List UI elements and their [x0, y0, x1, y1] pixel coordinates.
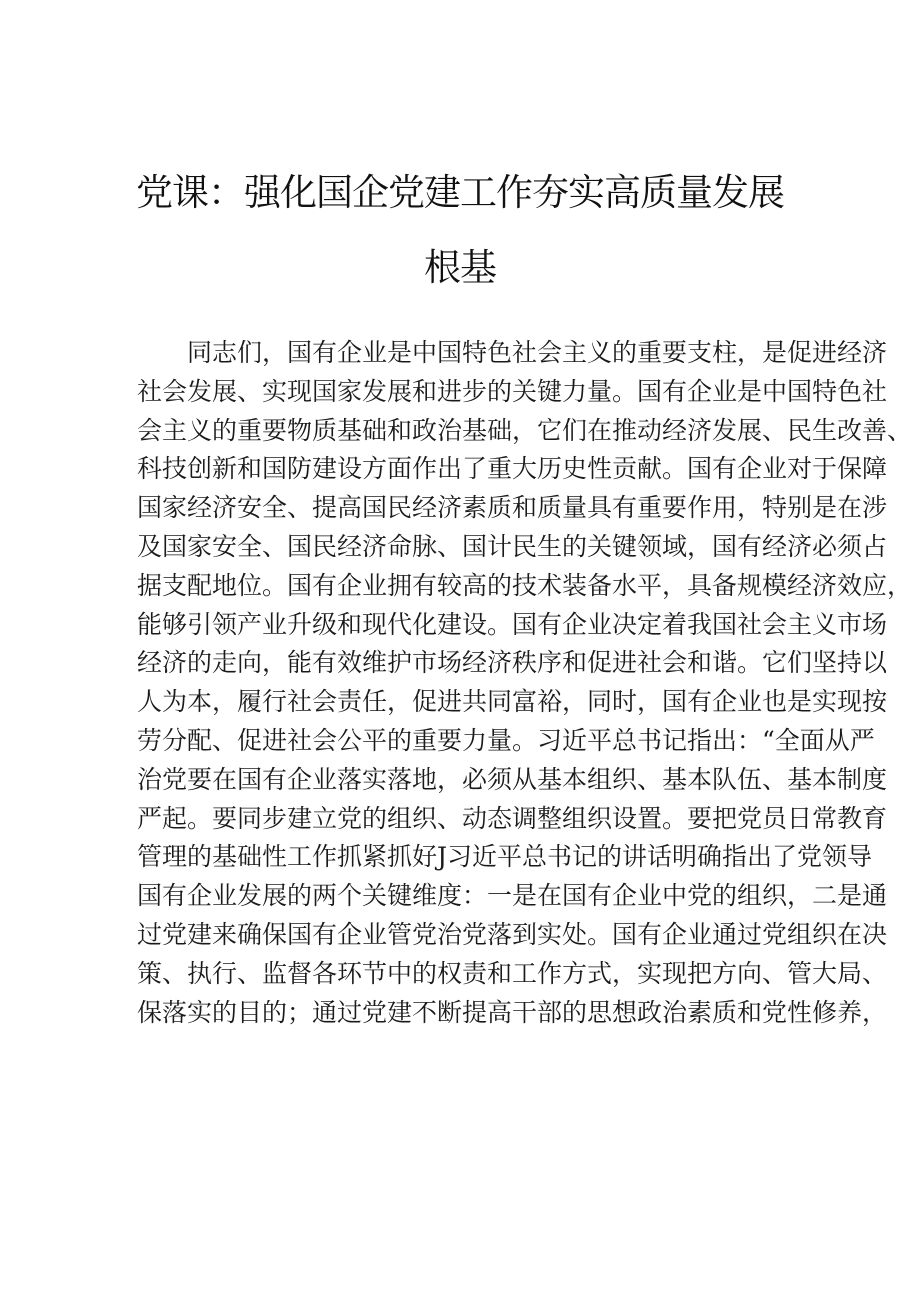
body-line: 社会发展、实现国家发展和进步的关键力量。国有企业是中国特色社 [137, 376, 888, 406]
body-line: 国有企业发展的两个关键维度：一是在国有企业中党的组织，二是通 [137, 881, 888, 911]
title-line-1: 党课：强化国企党建工作夯实高质量发展 [136, 171, 784, 214]
body-line: 会主义的重要物质基础和政治基础，它们在推动经济发展、民生改善、 [137, 415, 913, 445]
body-line: 人为本，履行社会责任，促进共同富裕，同时，国有企业也是实现按 [137, 687, 888, 717]
document-title [130, 155, 790, 305]
body-paragraph [137, 334, 913, 1032]
body-line: 过党建来确保国有企业管党治党落到实处。国有企业通过党组织在决 [137, 919, 888, 949]
body-line: 据支配地位。国有企业拥有较高的技术装备水平，具备规模经济效应， [137, 570, 913, 600]
body-line: 经济的走向，能有效维护市场经济秩序和促进社会和谐。它们坚持以 [137, 648, 888, 678]
body-line: 能够引领产业升级和现代化建设。国有企业决定着我国社会主义市场 [137, 609, 888, 639]
body-line: 及国家安全、国民经济命脉、国计民生的关键领域，国有经济必须占 [137, 531, 888, 561]
body-line: 保落实的目的；通过党建不断提高干部的思想政治素质和党性修养， [137, 997, 888, 1027]
body-line: 国家经济安全、提高国民经济素质和质量具有重要作用，特别是在涉 [137, 493, 888, 523]
body-line: 同志们，国有企业是中国特色社会主义的重要支柱，是促进经济 [187, 338, 888, 367]
body-line: 严起。要同步建立党的组织、动态调整组织设置。要把党员日常教育 [137, 803, 888, 833]
body-line: 劳分配、促进社会公平的重要力量。习近平总书记指出：“全面从严 [137, 725, 875, 755]
body-line: 治党要在国有企业落实落地，必须从基本组织、基本队伍、基本制度 [137, 764, 888, 794]
body-line: 科技创新和国防建设方面作出了重大历史性贡献。国有企业对于保障 [137, 454, 888, 484]
body-line: 策、执行、监督各环节中的权责和工作方式，实现把方向、管大局、 [137, 958, 888, 988]
body-line: 管理的基础性工作抓紧抓好J习近平总书记的讲话明确指出了党领导 [137, 842, 873, 872]
title-line-2: 根基 [424, 246, 496, 289]
